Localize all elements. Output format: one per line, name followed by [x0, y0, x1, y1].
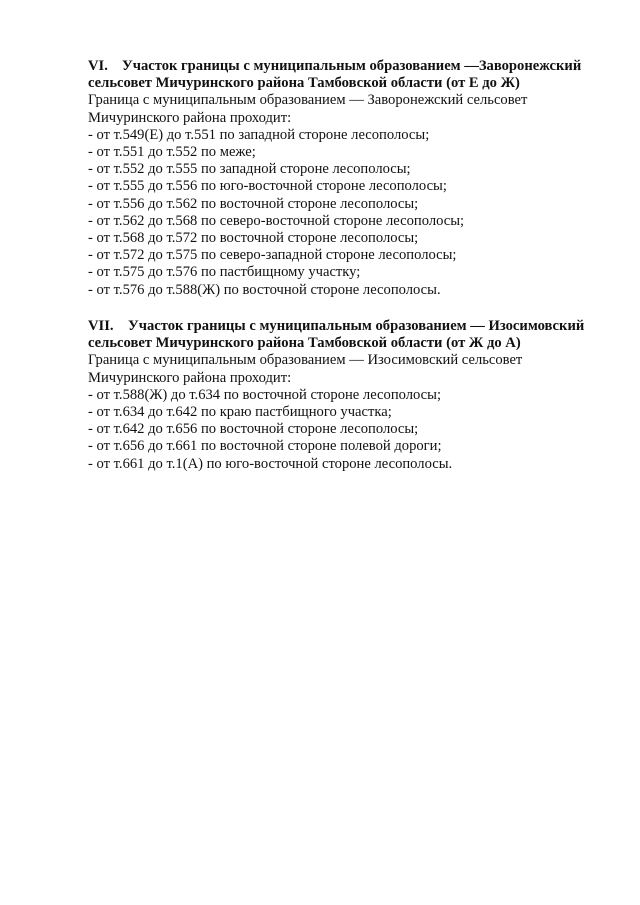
section-vi-number: VI. [88, 58, 108, 74]
list-item: - от т.555 до т.556 по юго-восточной стороне лесополосы; [88, 178, 618, 195]
section-vii-list [88, 387, 618, 473]
section-vi-heading [88, 58, 618, 75]
list-item: - от т.552 до т.555 по западной стороне лесополосы; [88, 161, 618, 178]
list-item: - от т.556 до т.562 по восточной стороне лесополосы; [88, 196, 618, 213]
section-vi-heading-line1: Участок границы с муниципальным образованием —Заворонежский [122, 58, 582, 74]
list-item: - от т.575 до т.576 по пастбищному участку; [88, 264, 618, 281]
section-vii-intro-line1: Граница с муниципальным образованием — Изосимовский сельсовет [88, 352, 523, 369]
section-vi-heading-line2: сельсовет Мичуринского района Тамбовской области (от Е до Ж) [88, 75, 520, 92]
list-item: - от т.576 до т.588(Ж) по восточной стороне лесополосы. [88, 282, 618, 299]
list-item: - от т.642 до т.656 по восточной стороне лесополосы; [88, 421, 618, 438]
section-vii-heading-line1: Участок границы с муниципальным образованием — Изосимовский [128, 318, 585, 334]
list-item: - от т.568 до т.572 по восточной стороне лесополосы; [88, 230, 618, 247]
section-vii-number: VII. [88, 318, 114, 334]
section-vii-heading [88, 318, 618, 335]
list-item: - от т.551 до т.552 по меже; [88, 144, 618, 161]
section-vi-intro-line2: Мичуринского района проходит: [88, 109, 292, 126]
section-vi-list [88, 127, 618, 299]
section-vi-intro-line1: Граница с муниципальным образованием — Заворонежский сельсовет [88, 92, 528, 109]
list-item: - от т.572 до т.575 по северо-западной стороне лесополосы; [88, 247, 618, 264]
list-item: - от т.634 до т.642 по краю пастбищного участка; [88, 404, 618, 421]
list-item: - от т.661 до т.1(А) по юго-восточной стороне лесополосы. [88, 456, 618, 473]
section-vii-intro-line2: Мичуринского района проходит: [88, 369, 292, 386]
section-vii [88, 318, 618, 473]
section-vii-heading-line2: сельсовет Мичуринского района Тамбовской области (от Ж до А) [88, 335, 521, 352]
list-item: - от т.588(Ж) до т.634 по восточной стороне лесополосы; [88, 387, 618, 404]
section-vi [88, 58, 618, 299]
list-item: - от т.549(Е) до т.551 по западной стороне лесополосы; [88, 127, 618, 144]
list-item: - от т.562 до т.568 по северо-восточной стороне лесополосы; [88, 213, 618, 230]
list-item: - от т.656 до т.661 по восточной стороне полевой дороги; [88, 438, 618, 455]
